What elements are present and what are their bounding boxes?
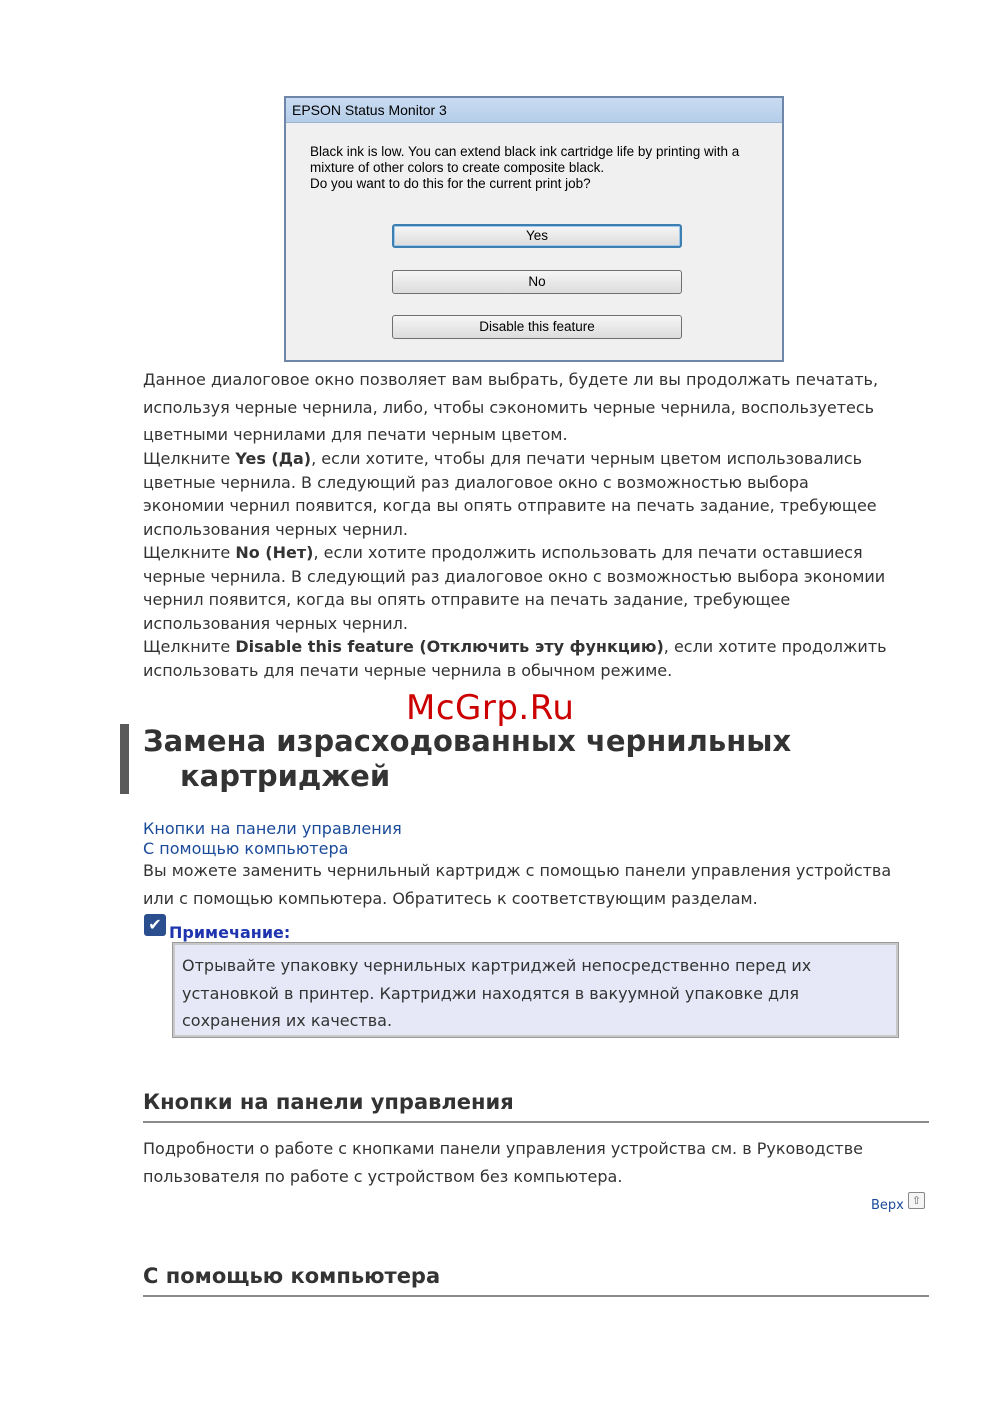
dialog-message	[310, 144, 750, 192]
text-prefix: Щелкните	[143, 637, 236, 656]
note-line: Отрывайте упаковку чернильных картриджей непосредственно перед их	[182, 956, 812, 975]
text-line: чернил появится, когда вы опять отправите на печать задание, требующее	[143, 590, 791, 609]
dialog-message-line: Do you want to do this for the current print job?	[310, 176, 591, 191]
heading-bar	[120, 724, 129, 794]
disable-emphasis: Disable this feature (Отключить эту функцию)	[235, 637, 664, 656]
section-title-line: картриджей	[180, 759, 391, 793]
text-line: используя черные чернила, либо, чтобы сэкономить черные чернила, воспользуетесь	[143, 397, 875, 417]
dialog-body	[288, 124, 780, 358]
text-line: использования черных чернил.	[143, 519, 408, 539]
dialog-message-line: mixture of other colors to create composite black.	[310, 160, 605, 175]
text-line: Подробности о работе с кнопками панели управления устройства см. в Руководстве	[143, 1139, 863, 1158]
text-line	[143, 541, 943, 565]
note-box	[173, 943, 898, 1037]
yes-paragraph	[143, 447, 943, 541]
text-line	[143, 447, 943, 471]
arrow-up-icon[interactable]: ⇧	[908, 1192, 925, 1209]
no-button[interactable]: No	[392, 270, 682, 294]
text-line: или с помощью компьютера. Обратитесь к соответствующим разделам.	[143, 888, 758, 908]
back-to-top-link[interactable]: Верх	[871, 1198, 904, 1213]
yes-emphasis: Yes (Да)	[235, 449, 312, 468]
section-title-line: Замена израсходованных чернильных	[143, 724, 792, 758]
text-line: цветными чернилами для печати черным цветом.	[143, 425, 568, 444]
note-line: установкой в принтер. Картриджи находятся в вакуумной упаковке для	[182, 983, 799, 1003]
intro-paragraph	[143, 366, 943, 449]
computer-section-title: С помощью компьютера	[143, 1264, 441, 1288]
text-rest: , если хотите, чтобы для печати черным цветом использовались	[311, 449, 863, 468]
divider	[143, 1121, 929, 1123]
watermark: McGrp.Ru	[406, 688, 575, 728]
link-control-panel[interactable]: Кнопки на панели управления	[143, 819, 402, 838]
section-paragraph	[143, 857, 943, 912]
text-line: Вы можете заменить чернильный картридж с помощью панели управления устройства	[143, 861, 892, 880]
yes-button[interactable]: Yes	[392, 224, 682, 248]
text-line: Данное диалоговое окно позволяет вам выбрать, будете ли вы продолжать печатать,	[143, 370, 879, 389]
note-label: Примечание:	[169, 923, 291, 942]
panel-section-title: Кнопки на панели управления	[143, 1090, 514, 1114]
disable-feature-button[interactable]: Disable this feature	[392, 315, 682, 339]
text-line: использовать для печати черные чернила в обычном режиме.	[143, 660, 673, 680]
note-line: сохранения их качества.	[182, 1011, 393, 1030]
section-title	[143, 724, 791, 794]
text-line: пользователя по работе с устройством без компьютера.	[143, 1166, 623, 1186]
divider	[143, 1295, 929, 1297]
text-line	[143, 635, 943, 659]
text-line: черные чернила. В следующий раз диалоговое окно с возможностью выбора экономии	[143, 566, 886, 586]
status-monitor-dialog	[284, 96, 784, 362]
note-text	[182, 952, 882, 1035]
checkmark-icon: ✔	[144, 914, 166, 936]
panel-section-paragraph	[143, 1135, 943, 1190]
text-line: цветные чернила. В следующий раз диалоговое окно с возможностью выбора	[143, 472, 809, 492]
text-rest: , если хотите продолжить использовать для печати оставшиеся	[313, 543, 863, 562]
disable-paragraph	[143, 635, 943, 682]
dialog-message-line: Black ink is low. You can extend black ink cartridge life by printing with a	[310, 144, 740, 159]
dialog-title: EPSON Status Monitor 3	[286, 98, 782, 123]
link-computer[interactable]: С помощью компьютера	[143, 839, 349, 858]
no-paragraph	[143, 541, 943, 635]
text-prefix: Щелкните	[143, 543, 236, 562]
text-rest: , если хотите продолжить	[663, 637, 887, 656]
text-line: экономии чернил появится, когда вы опять отправите на печать задание, требующее	[143, 496, 877, 515]
no-emphasis: No (Нет)	[235, 543, 314, 562]
text-line: использования черных чернил.	[143, 613, 408, 633]
text-prefix: Щелкните	[143, 449, 236, 468]
